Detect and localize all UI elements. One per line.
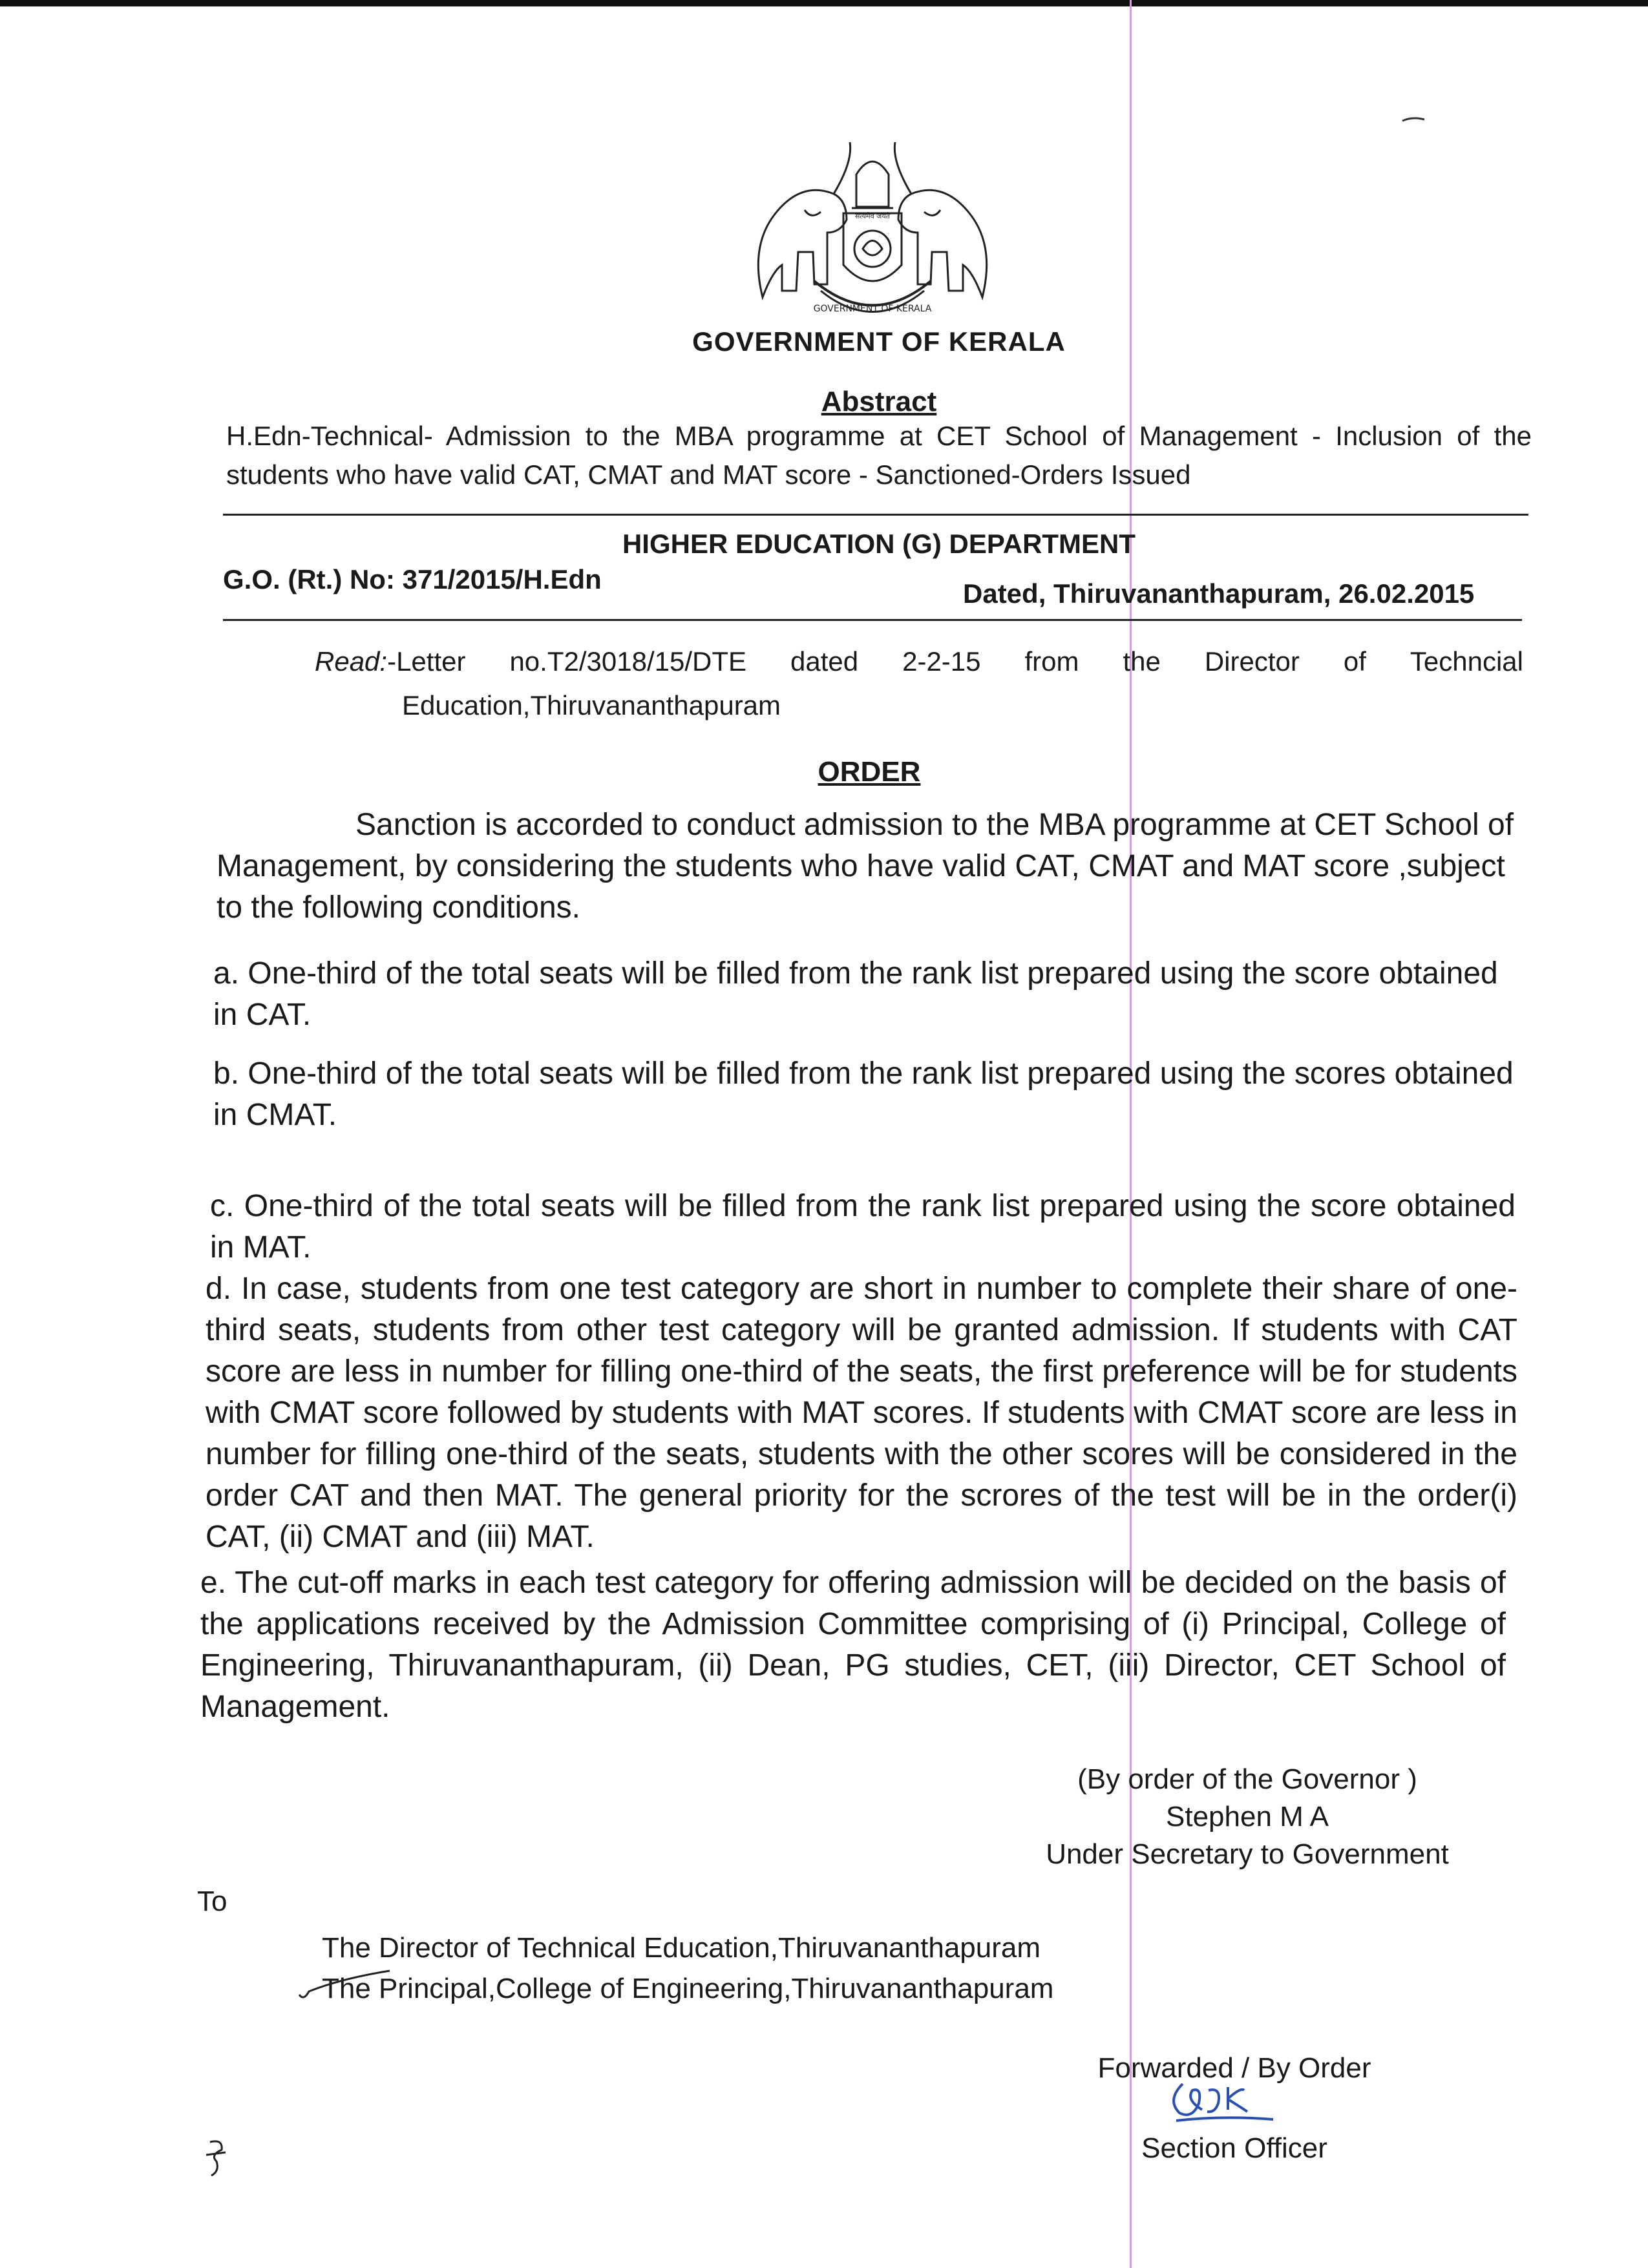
reference-label: Read: — [315, 646, 388, 677]
abstract-heading: Abstract — [821, 386, 937, 417]
by-order-line: (By order of the Governor ) — [1077, 1763, 1417, 1795]
divider-top — [223, 514, 1528, 516]
reference-word: Techncial — [1410, 646, 1523, 677]
divider-bottom — [223, 619, 1522, 621]
forwarded-label: Forwarded / By Order — [1097, 2052, 1371, 2084]
condition-e: e. The cut-off marks in each test category for offering admission will be decided on the basis of the applications received by the Admission Committee comprising of (i) Principal, College of Engineering, Thiruvananthapuram, (ii) Dean, PG studies, CET, (iii) Director, CET School of Management. — [200, 1566, 1506, 1724]
order-heading: ORDER — [818, 756, 921, 788]
condition-c: c. One-third of the total seats will be filled from the rank list prepared using the score obtained in MAT. — [210, 1189, 1516, 1265]
reference-first — [315, 646, 465, 677]
reference-word: -Letter — [387, 646, 466, 677]
kerala-emblem-icon — [737, 136, 1008, 323]
government-title: GOVERNMENT OF KERALA — [692, 326, 1066, 357]
condition-b: b. One-third of the total seats will be filled from the rank list prepared using the scores obtained in CMAT. — [213, 1056, 1514, 1132]
reference-word: no.T2/3018/15/DTE — [509, 646, 747, 677]
reference-word: dated — [790, 646, 859, 677]
reference-word: from — [1024, 646, 1079, 677]
emblem-motto: सत्यमेव जयते — [854, 212, 891, 220]
emblem-ribbon-text: GOVERNMENT OF KERALA — [813, 304, 932, 314]
margin-pen-mark-icon — [197, 2136, 236, 2181]
reference-line-2: Education,Thiruvananthapuram — [402, 690, 781, 720]
signatory-name: Stephen M A — [1166, 1801, 1329, 1832]
recipient-item: The Principal,College of Engineering,Thiruvananthapuram — [322, 1973, 1054, 2004]
to-label: To — [197, 1885, 227, 1917]
reference-word: 2-2-15 — [902, 646, 981, 677]
abstract-text: H.Edn-Technical- Admission to the MBA programme at CET School of Management - Inclusion of the students who have valid CAT, CMAT and MAT score - Sanctioned-Orders Issued — [226, 421, 1532, 490]
order-date: Dated, Thiruvananthapuram, 26.02.2015 — [963, 578, 1475, 609]
handwritten-tick-icon — [296, 1966, 393, 2004]
stray-mark-icon — [1401, 115, 1427, 124]
signature-block — [995, 1761, 1499, 1873]
department-title: HIGHER EDUCATION (G) DEPARTMENT — [622, 529, 1136, 559]
reference-word: the — [1123, 646, 1161, 677]
condition-a: a. One-third of the total seats will be filled from the rank list prepared using the score obtained in CAT. — [213, 956, 1498, 1032]
reference-line-1 — [315, 646, 1523, 677]
condition-d: d. In case, students from one test category are short in number to complete their share of one-third seats, students from other test category will be granted admission. If students with CAT score are less in number for filling one-third of the seats, the first preference will be for students with CMAT score followed by students with MAT scores. If students with CMAT score are less in number for filling one-third of the seats, students with the other scores will be considered in the order CAT and then MAT. The general priority for the scrores of the test will be in the order(i) CAT, (ii) CMAT and (iii) MAT. — [206, 1272, 1517, 1554]
section-officer-label: Section Officer — [1141, 2132, 1327, 2164]
scan-top-edge — [0, 0, 1648, 6]
go-number: G.O. (Rt.) No: 371/2015/H.Edn — [223, 564, 602, 594]
order-intro-paragraph: Sanction is accorded to conduct admission to the MBA programme at CET School of Management, by considering the students who have valid CAT, CMAT and MAT score ,subject to the following conditions. — [217, 808, 1514, 925]
handwritten-initials-icon — [1163, 2074, 1280, 2126]
recipient-item: The Director of Technical Education,Thiruvananthapuram — [322, 1932, 1041, 1964]
signatory-designation: Under Secretary to Government — [1046, 1838, 1449, 1870]
reference-word: of — [1343, 646, 1366, 677]
reference-word: Director — [1204, 646, 1300, 677]
